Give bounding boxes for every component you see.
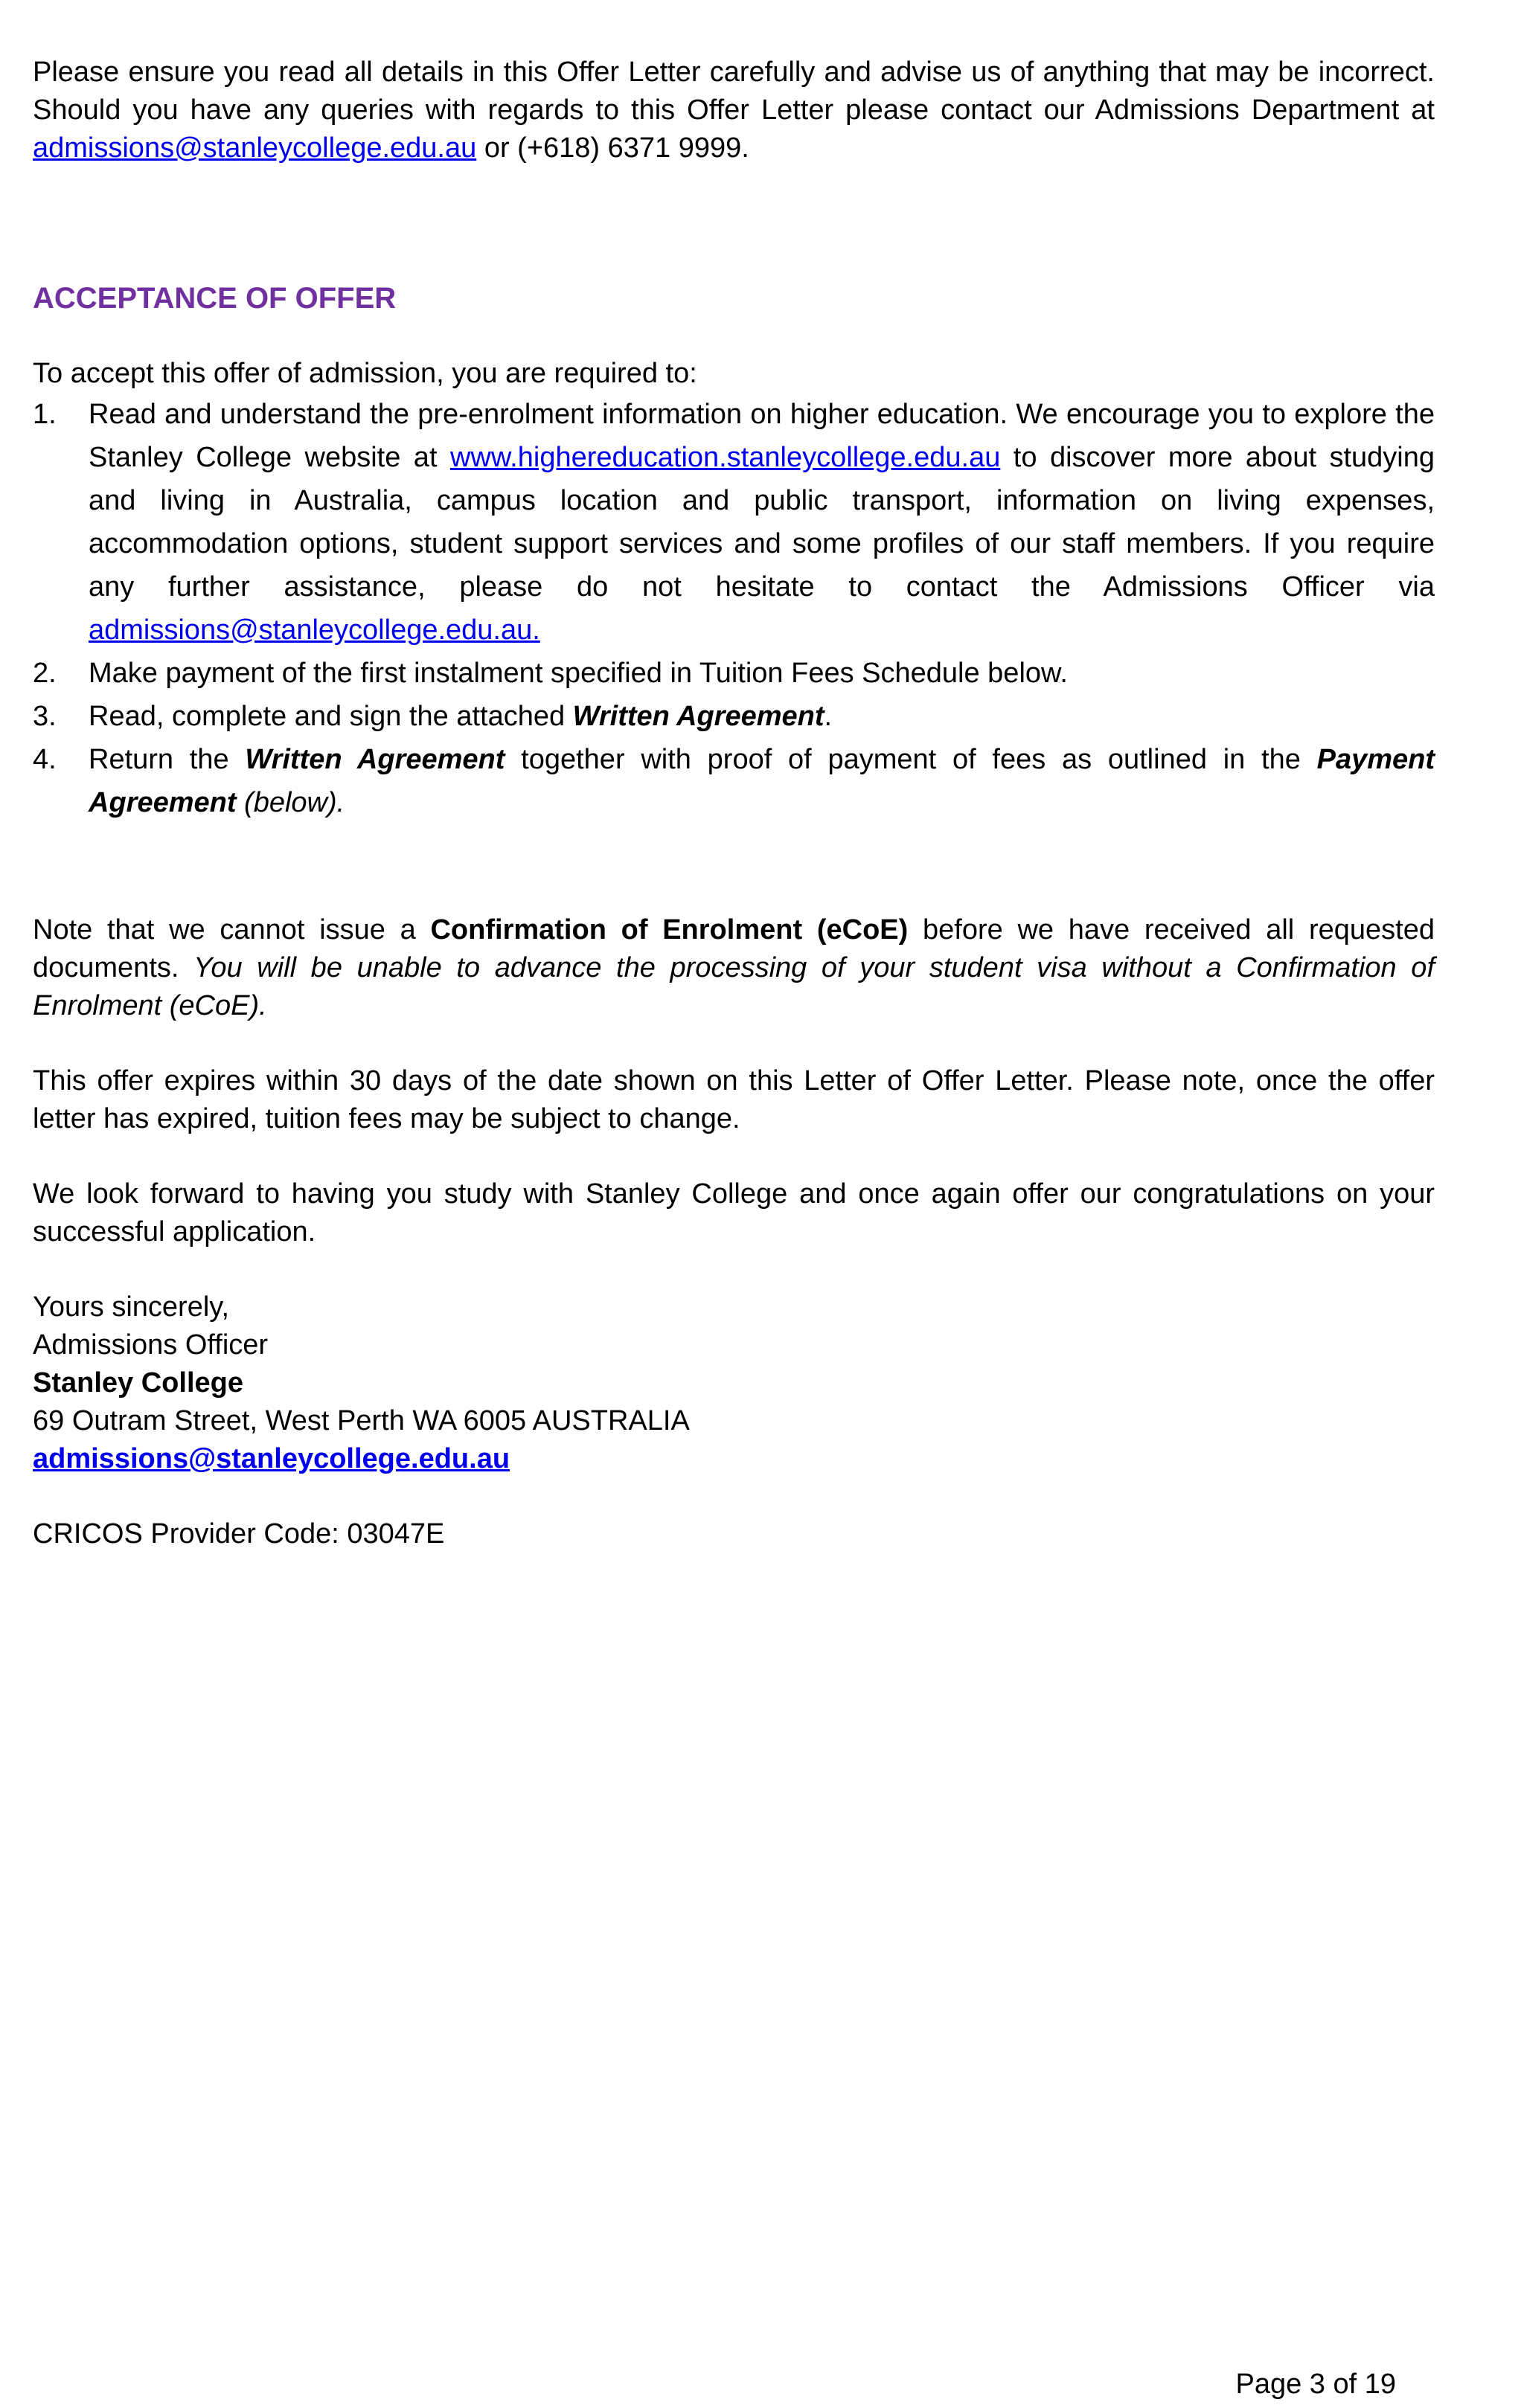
signature-block — [33, 1288, 1435, 1478]
ecoe-bold-text: Confirmation of Enrolment (eCoE) — [430, 914, 909, 945]
note-text: before we have received all requested documents. — [33, 914, 1435, 983]
payment-agreement-emphasis: Payment Agreement — [89, 744, 1435, 818]
signatory-role: Admissions Officer — [33, 1329, 269, 1361]
step-text: together with proof of payment of fees as outlined in the — [505, 744, 1317, 775]
step-number: 2. — [33, 658, 57, 689]
acceptance-steps-list — [33, 393, 1435, 824]
cricos-code: CRICOS Provider Code: 03047E — [33, 1518, 445, 1550]
step-text-italic: (below). — [236, 787, 345, 818]
signoff-email-link[interactable]: admissions@stanleycollege.edu.au — [33, 1443, 510, 1474]
written-agreement-emphasis: Written Agreement — [245, 744, 505, 775]
acceptance-heading: ACCEPTANCE OF OFFER — [33, 282, 397, 315]
intro-paragraph — [33, 54, 1435, 167]
acceptance-lead: To accept this offer of admission, you are required to: — [33, 358, 697, 389]
offer-letter-page — [33, 54, 1435, 1553]
visa-warning-text: You will be unable to advance the processing of your student visa without a Confirmation of Enrolment (eCoE). — [33, 952, 1435, 1021]
note-text: Note that we cannot issue a — [33, 914, 431, 945]
step-text: Make payment of the first instalment specified in Tuition Fees Schedule below. — [89, 658, 1068, 689]
intro-text: Please ensure you read all details in this Offer Letter carefully and advise us of anything that may be incorrect. Should you have any queries with regards to this Offer Letter please contact our Admissions Department at — [33, 57, 1435, 126]
step-item-3 — [33, 695, 1435, 738]
step-item-4 — [33, 738, 1435, 824]
step-item-2 — [33, 652, 1435, 695]
step-number: 4. — [33, 744, 57, 775]
admissions-officer-email-link[interactable]: admissions@stanleycollege.edu.au. — [89, 614, 540, 646]
page-number: Page 3 of 19 — [1235, 2369, 1396, 2400]
intro-phone-text: or (+618) 6371 9999. — [476, 132, 749, 164]
step-number: 1. — [33, 399, 57, 430]
salutation: Yours sincerely, — [33, 1291, 230, 1323]
website-link[interactable]: www.highereducation.stanleycollege.edu.au — [449, 442, 1001, 473]
step-text: . — [824, 701, 833, 732]
ecoe-note-paragraph — [33, 911, 1435, 1025]
step-text: to discover more about studying and living in Australia, campus location and public transport, information on living expenses, accommodation options, student support services and some profiles of our staff members. If you require any further assistance, please do not hesitate to contact the Admissions Officer via — [89, 442, 1435, 603]
offer-expiry-paragraph: This offer expires within 30 days of the date shown on this Letter of Offer Letter. Please note, once the offer letter has expired, tuition fees may be subject to change. — [33, 1065, 1435, 1134]
step-number: 3. — [33, 701, 57, 732]
organisation-address: 69 Outram Street, West Perth WA 6005 AUSTRALIA — [33, 1405, 690, 1436]
step-text: Return the — [89, 744, 246, 775]
step-text: Read and understand the pre-enrolment information on higher education. We encourage you to explore the Stanley College website at — [89, 399, 1435, 473]
step-text: Read, complete and sign the attached — [89, 701, 573, 732]
admissions-email-link[interactable]: admissions@stanleycollege.edu.au — [33, 132, 477, 164]
organisation-name: Stanley College — [33, 1367, 243, 1399]
step-item-1 — [33, 393, 1435, 652]
written-agreement-emphasis: Written Agreement — [572, 701, 824, 732]
congratulations-paragraph: We look forward to having you study with Stanley College and once again offer our congratulations on your successful application. — [33, 1178, 1435, 1248]
